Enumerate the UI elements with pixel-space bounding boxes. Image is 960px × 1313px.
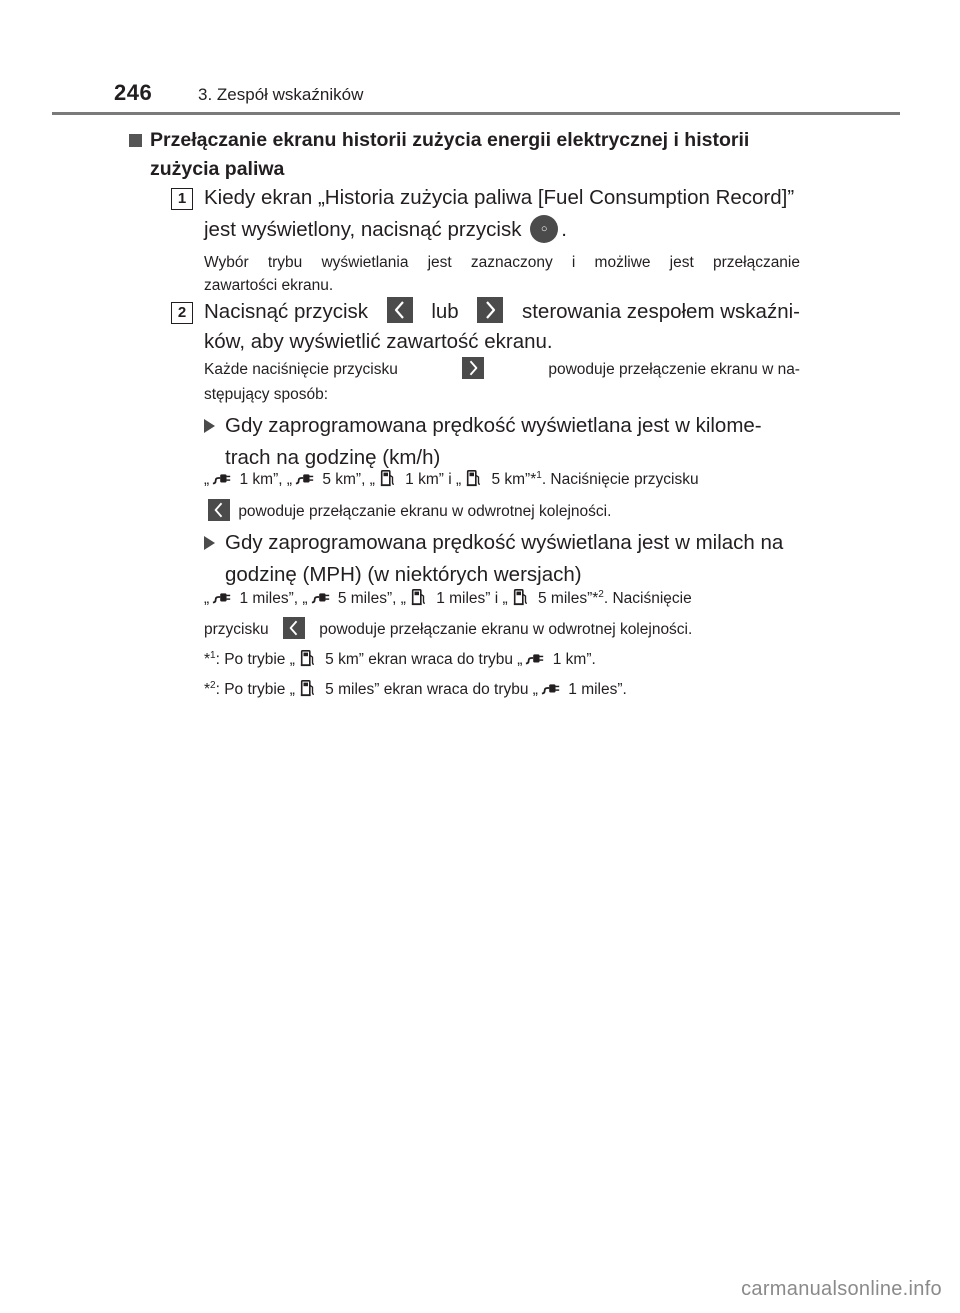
km-seq-text-3: 5 km”, „ [322,471,375,488]
fuel-pump-icon [511,588,531,606]
mph-title-text-1: Gdy zaprogramowana prędkość wyświetlana jest w milach na [225,531,784,554]
km-title-line-2: trach na godzinę (km/h) [225,446,441,469]
triangle-bullet-icon [204,419,215,433]
mph-sequence-line-2 [204,618,800,641]
step1-line-1: Kiedy ekran „Historia zużycia paliwa [Fuel Consumption Record]” [204,186,795,209]
section-title: 3. Zespół wskaźników [198,85,364,104]
step2-note-line-2: stępujący sposób: [204,386,329,403]
mph-seq-text-3: 5 miles”, „ [337,590,406,607]
mph-title-line-2: godzinę (MPH) (w niektórych wersjach) [225,563,582,586]
fuel-pump-icon [298,649,318,667]
quote-open: „ [204,471,210,488]
heading-square-marker [129,134,142,147]
step1-period: . [561,218,567,241]
footnote-1-text-a: : Po trybie „ [215,651,295,668]
step1-line-2-text: jest wyświetlony, nacisnąć przycisk [204,218,522,241]
footnote-2-text-a: : Po trybie „ [215,681,295,698]
step-number-2: 2 [171,302,193,324]
step1-note-line-2: zawartości ekranu. [204,277,334,294]
ev-plug-icon [212,588,232,606]
mph-seq-text-2: 1 miles”, „ [239,590,308,607]
step2-text-a: Nacisnąć przycisk [204,300,369,323]
ev-plug-icon [295,469,315,487]
page-header [0,0,960,120]
ev-plug-icon [212,469,232,487]
footnote-ref-2: 2 [598,588,604,600]
km-seq-text-5: 5 km”* [491,471,537,488]
mph-title [204,527,800,591]
quote-open: „ [204,590,210,607]
mph-seq-text-4: 1 miles” i „ [436,590,508,607]
left-arrow-button-icon [208,499,230,521]
step2-note-b: powoduje przełączenie ekranu w na- [548,361,800,378]
mph-seq-text-6: . Naciśnięcie [603,590,692,607]
footnote-2-text-b: 5 miles” ekran wraca do trybu „ [325,681,538,698]
footnote-2-number: 2 [210,679,216,691]
footnote-2-text-c: 1 miles”. [568,681,627,698]
fuel-pump-icon [464,469,484,487]
footnote-1-text-c: 1 km”. [552,651,596,668]
km-seq-text-4: 1 km” i „ [405,471,462,488]
fuel-pump-icon [298,679,318,697]
footnote-1 [204,648,800,671]
triangle-bullet-icon [204,536,215,550]
km-seq-text-2: 1 km”, „ [239,471,293,488]
footnote-1-text-b: 5 km” ekran wraca do trybu „ [325,651,523,668]
step1-note-line-1: Wybór trybu wyświetlania jest zaznaczony i możliwe jest przełączanie [204,254,800,271]
left-arrow-button-icon [283,617,305,639]
step2-text-c: sterowania zespołem wskaźni- [521,300,800,323]
ev-plug-icon [311,588,331,606]
display-change-button-icon: ○ [530,215,558,243]
header-rule [52,112,900,115]
page-number: 246 [114,80,153,105]
step2-note-a: Każde naciśnięcie przycisku [204,361,398,378]
mph-seq-line-2-a: przycisku [204,621,269,638]
km-sequence-line-1 [204,468,800,491]
km-title-line-1 [204,410,800,442]
ev-plug-icon [541,679,561,697]
subsection-heading [150,126,800,184]
watermark: carmanualsonline.info [741,1278,942,1300]
footnote-star: * [204,681,211,698]
km-seq-line-2-text: powoduje przełączanie ekranu w odwrotnej kolejności. [238,503,612,520]
right-arrow-button-icon [477,297,503,323]
mph-sequence-line-1 [204,587,800,610]
km-title [204,410,800,474]
mph-title-line-1 [204,527,800,559]
footnote-star: * [204,651,211,668]
fuel-pump-icon [409,588,429,606]
heading-line-2: zużycia paliwa [150,158,285,180]
step1-note [204,251,800,297]
ev-plug-icon [525,649,545,667]
footnote-ref-1: 1 [536,469,542,481]
step-number-1: 1 [171,188,193,210]
km-seq-text-6: . Naciśnięcie przycisku [541,471,699,488]
step2-note-line-1 [204,358,800,381]
heading-line-1: Przełączanie ekranu historii zużycia energii elektrycznej i historii [150,129,750,151]
step2-line-2: ków, aby wyświetlić zawartość ekranu. [204,330,553,353]
left-arrow-button-icon [387,297,413,323]
mph-seq-line-2-b: powoduje przełączanie ekranu w odwrotnej kolejności. [319,621,693,638]
km-title-text-1: Gdy zaprogramowana prędkość wyświetlana jest w kilome- [225,414,762,437]
step1-line-2 [204,214,804,246]
footnote-2 [204,678,800,701]
right-arrow-button-icon [462,357,484,379]
km-sequence-line-2 [204,500,800,523]
footnote-1-number: 1 [210,649,216,661]
step2-text-b: lub [431,300,459,323]
mph-seq-text-5: 5 miles”* [538,590,599,607]
fuel-pump-icon [378,469,398,487]
step2-line-1 [204,296,800,328]
